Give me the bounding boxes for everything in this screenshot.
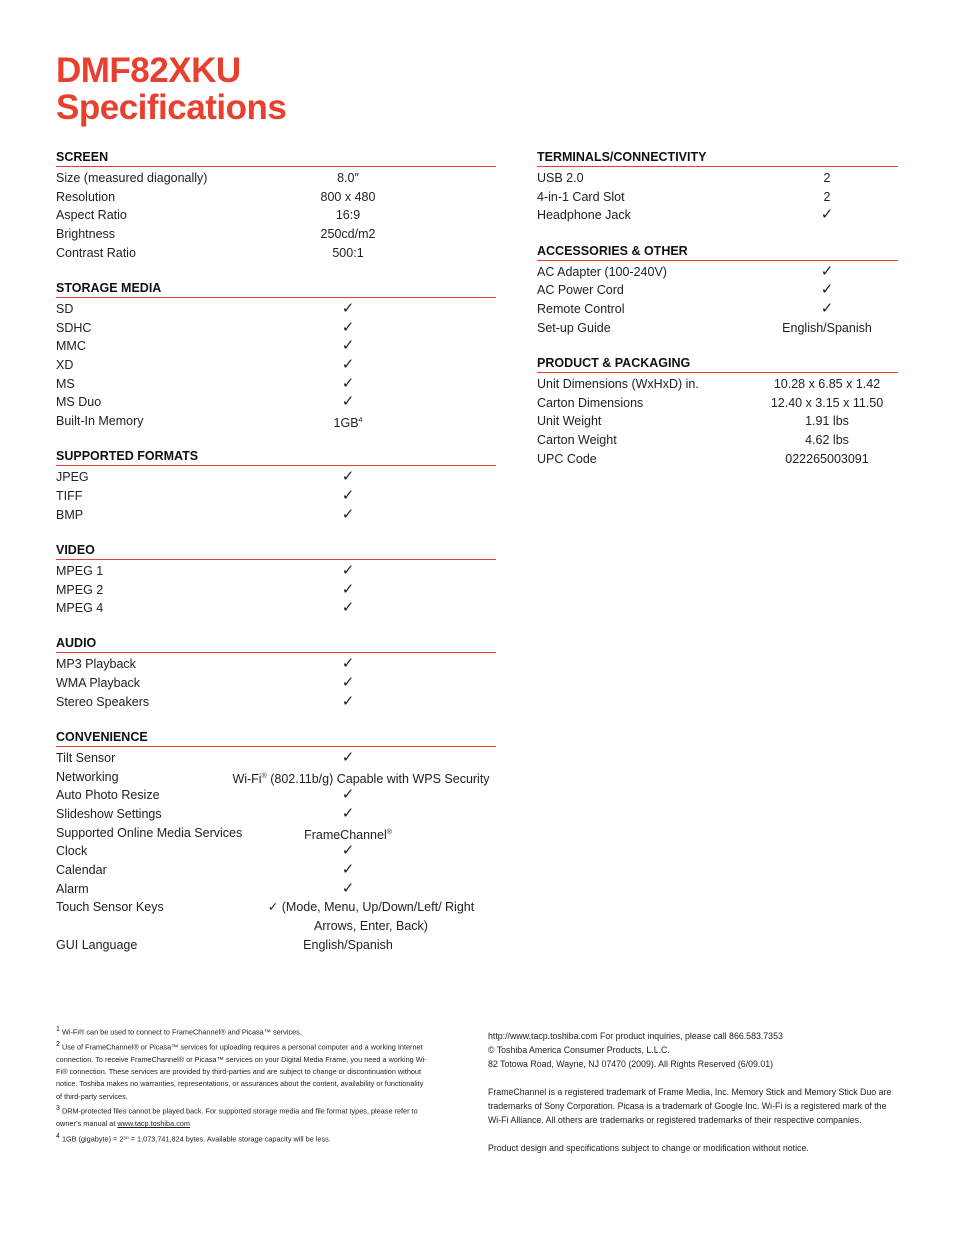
footnote-2: $^2$ Use of FrameChannel® or Picasa™ services for uploading requires a personal computer and a working Internet connection. To receive FrameChannel® or Picasa™ services on your Digital Media Frame, you need a working Wi-Fi® connection. These services are provided by third-parties and are subject to change or discontinuation without notice. Toshiba makes no warranties, representations, or assurances about the content, availability or functionality of third-party services. xyxy=(56,1040,427,1101)
spec-label: Carton Dimensions xyxy=(537,395,644,410)
footnote-4: $^4$ 1GB (gigabyte) = 2³⁰ = 1,073,741,824 bytes. Available storage capacity will be less. xyxy=(56,1132,331,1143)
spec-row-mpeg-1 xyxy=(56,562,496,581)
address-line: 82 Totowa Road, Wayne, NJ 07470 (2009). All Rights Reserved (6/09.01) xyxy=(488,1059,774,1069)
checkmark-icon: ✓ xyxy=(341,580,355,598)
section-storage-media xyxy=(56,281,496,431)
left-spec-column xyxy=(56,150,496,973)
page-title xyxy=(56,52,286,126)
spec-value: Wi-Fi® (802.11b/g) Capable with WPS Security xyxy=(232,771,490,786)
spec-label: Unit Dimensions (WxHxD) in. xyxy=(537,376,699,391)
spec-value: 4.62 lbs xyxy=(805,432,849,447)
checkmark-icon: ✓ xyxy=(341,692,355,710)
spec-value xyxy=(238,599,458,618)
spec-label: Aspect Ratio xyxy=(56,208,127,223)
checkmark-icon: ✓ xyxy=(341,655,355,673)
spec-label: TIFF xyxy=(56,488,83,503)
spec-row-carton-dimensions xyxy=(537,394,898,413)
footnote-3: $^3$ DRM-protected files cannot be played back. For supported storage media and file format types, please refer to owner’s manual at www.tacp.toshiba.com xyxy=(56,1105,418,1129)
spec-label: Brightness xyxy=(56,227,116,242)
section-convenience xyxy=(56,730,496,955)
spec-value xyxy=(238,356,458,375)
spec-row-mmc xyxy=(56,337,496,356)
spec-row-gui-language xyxy=(56,936,496,955)
spec-row-resolution xyxy=(56,188,496,207)
section-heading: VIDEO xyxy=(56,543,496,560)
spec-row-contrast-ratio xyxy=(56,244,496,263)
spec-label: JPEG xyxy=(56,470,89,485)
spec-label: 4-in-1 Card Slot xyxy=(537,189,625,204)
checkmark-icon: ✓ xyxy=(341,561,355,579)
spec-label: MP3 Playback xyxy=(56,657,136,672)
checkmark-icon: ✓ xyxy=(820,262,834,280)
checkmark-icon: ✓ xyxy=(341,599,355,617)
spec-value: 022265003091 xyxy=(785,451,869,466)
spec-label: USB 2.0 xyxy=(537,171,584,185)
spec-row-tiff xyxy=(56,487,496,506)
section-supported-formats xyxy=(56,449,496,524)
spec-label: Set-up Guide xyxy=(537,320,611,335)
manual-link[interactable]: www.tacp.toshiba.com xyxy=(117,1119,190,1129)
spec-row-supported-online-media-services xyxy=(56,824,496,843)
legal-notices xyxy=(488,1029,893,1169)
footnote-1: $^1$ Wi-Fi® can be used to connect to FrameChannel® and Picasa™ services. xyxy=(56,1026,302,1037)
spec-value xyxy=(238,300,458,319)
spec-value xyxy=(238,693,458,712)
section-heading: PRODUCT & PACKAGING xyxy=(537,356,898,373)
spec-row-size-measured-diagonally xyxy=(56,169,496,188)
spec-label: Stereo Speakers xyxy=(56,694,150,709)
spec-row-4-in-1-card-slot xyxy=(537,188,898,207)
spec-label: Contrast Ratio xyxy=(56,245,136,260)
spec-label: Resolution xyxy=(56,189,116,204)
spec-value xyxy=(238,581,458,600)
spec-row-touch-sensor-keys xyxy=(56,898,496,935)
spec-value: 16:9 xyxy=(335,208,361,223)
spec-row-ac-power-cord xyxy=(537,281,898,300)
contact-line: http://www.tacp.toshiba.com For product inquiries, please call 866.583.7353 xyxy=(488,1031,783,1041)
spec-value xyxy=(238,786,458,805)
checkmark-icon: ✓ xyxy=(820,281,834,299)
spec-label: GUI Language xyxy=(56,937,138,952)
spec-row-usb-2-0 xyxy=(537,169,898,188)
spec-value xyxy=(238,880,458,899)
spec-value: ✓ (Mode, Menu, Up/Down/Left/ Right Arrows, Enter, Back) xyxy=(267,900,475,934)
spec-label: AC Adapter (100-240V) xyxy=(537,264,667,279)
spec-value xyxy=(238,393,458,412)
disclaimer: Product design and specifications subject to change or modification without notice. xyxy=(488,1143,809,1153)
spec-value: 800 x 480 xyxy=(320,189,376,204)
spec-label: Size (measured diagonally) xyxy=(56,171,208,185)
spec-value xyxy=(238,805,458,824)
spec-label: Carton Weight xyxy=(537,432,617,447)
checkmark-icon: ✓ xyxy=(820,299,834,317)
checkmark-icon: ✓ xyxy=(341,393,355,411)
spec-row-ac-adapter-100-240v xyxy=(537,263,898,282)
spec-label: MPEG 1 xyxy=(56,563,104,578)
spec-row-upc-code xyxy=(537,450,898,469)
checkmark-icon: ✓ xyxy=(341,842,355,860)
spec-value xyxy=(737,281,917,300)
spec-row-remote-control xyxy=(537,300,898,319)
checkmark-icon: ✓ xyxy=(341,879,355,897)
spec-value: 8.0″ xyxy=(337,171,359,185)
spec-label: Touch Sensor Keys xyxy=(56,900,164,915)
spec-value xyxy=(737,300,917,319)
checkmark-icon: ✓ xyxy=(341,748,355,766)
spec-value: English/Spanish xyxy=(303,937,393,952)
spec-value: 500:1 xyxy=(332,245,364,260)
spec-value xyxy=(238,468,458,487)
section-video xyxy=(56,543,496,618)
spec-value: 2 xyxy=(823,171,831,185)
spec-row-unit-dimensions-wxhxd-in xyxy=(537,375,898,394)
spec-row-mp3-playback xyxy=(56,655,496,674)
spec-value xyxy=(238,674,458,693)
spec-row-ms xyxy=(56,375,496,394)
spec-value: 250cd/m2 xyxy=(320,227,376,242)
spec-value xyxy=(238,749,458,768)
spec-value xyxy=(238,487,458,506)
spec-value: English/Spanish xyxy=(782,320,872,335)
spec-row-jpeg xyxy=(56,468,496,487)
checkmark-icon: ✓ xyxy=(341,337,355,355)
spec-label: Remote Control xyxy=(537,301,625,316)
spec-label: SD xyxy=(56,301,74,316)
spec-label: UPC Code xyxy=(537,451,597,466)
checkmark-icon: ✓ xyxy=(820,206,834,224)
spec-value: 2 xyxy=(823,189,831,204)
spec-row-sdhc xyxy=(56,319,496,338)
section-heading: CONVENIENCE xyxy=(56,730,496,747)
contact-block xyxy=(488,1029,893,1071)
spec-label: Calendar xyxy=(56,863,107,878)
spec-value xyxy=(238,842,458,861)
spec-value xyxy=(238,655,458,674)
spec-row-mpeg-4 xyxy=(56,599,496,618)
checkmark-icon: ✓ xyxy=(341,805,355,822)
spec-value xyxy=(737,206,917,225)
spec-label: Headphone Jack xyxy=(537,208,631,223)
spec-label: Tilt Sensor xyxy=(56,750,116,765)
section-heading: SCREEN xyxy=(56,150,496,167)
spec-label: MMC xyxy=(56,339,86,354)
model-number: DMF82XKU xyxy=(56,51,241,90)
spec-row-headphone-jack xyxy=(537,206,898,225)
spec-value: 12.40 x 3.15 x 11.50 xyxy=(770,395,884,410)
spec-value xyxy=(238,337,458,356)
spec-label: Auto Photo Resize xyxy=(56,788,160,803)
spec-label: MS xyxy=(56,376,75,391)
spec-label: Networking xyxy=(56,769,119,784)
spec-value xyxy=(238,319,458,338)
spec-row-alarm xyxy=(56,880,496,899)
section-heading: SUPPORTED FORMATS xyxy=(56,449,496,466)
spec-value xyxy=(737,263,917,282)
copyright-line: © Toshiba America Consumer Products, L.L.C. xyxy=(488,1045,670,1055)
right-spec-column xyxy=(537,150,898,487)
checkmark-icon: ✓ xyxy=(341,786,355,804)
spec-value xyxy=(238,506,458,525)
checkmark-icon: ✓ xyxy=(341,861,355,879)
section-heading: STORAGE MEDIA xyxy=(56,281,496,298)
trademark-notice: FrameChannel is a registered trademark of Frame Media, Inc. Memory Stick and Memory Stick Duo are trademarks of Sony Corporation. Picasa is a trademark of Google Inc. Wi-Fi is a registered mark of the Wi-Fi Alliance. All others are trademarks or registered trademarks of their respective companies. xyxy=(488,1087,892,1125)
spec-row-unit-weight xyxy=(537,412,898,431)
spec-label: XD xyxy=(56,358,74,372)
spec-row-wma-playback xyxy=(56,674,496,693)
spec-row-slideshow-settings xyxy=(56,805,496,824)
checkmark-icon: ✓ xyxy=(341,468,355,486)
spec-label: Alarm xyxy=(56,881,89,896)
checkmark-icon: ✓ xyxy=(341,674,355,692)
checkmark-icon: ✓ xyxy=(341,318,355,336)
spec-label: AC Power Cord xyxy=(537,283,624,298)
spec-label: Unit Weight xyxy=(537,414,602,429)
checkmark-icon: ✓ xyxy=(341,299,355,317)
footnotes xyxy=(56,1024,428,1145)
spec-label: BMP xyxy=(56,507,84,522)
spec-row-calendar xyxy=(56,861,496,880)
checkmark-icon: ✓ xyxy=(341,505,355,523)
section-audio xyxy=(56,636,496,711)
section-heading: ACCESSORIES & OTHER xyxy=(537,244,898,261)
spec-value xyxy=(238,562,458,581)
spec-label: Slideshow Settings xyxy=(56,807,162,821)
checkmark-icon: ✓ xyxy=(341,374,355,392)
spec-row-aspect-ratio xyxy=(56,206,496,225)
spec-row-tilt-sensor xyxy=(56,749,496,768)
spec-value xyxy=(238,861,458,880)
spec-row-set-up-guide xyxy=(537,319,898,338)
spec-label: WMA Playback xyxy=(56,676,141,691)
spec-row-ms-duo xyxy=(56,393,496,412)
section-heading: AUDIO xyxy=(56,636,496,653)
spec-label: Clock xyxy=(56,844,88,859)
spec-value: $1GB^4$ xyxy=(333,416,363,431)
spec-row-stereo-speakers xyxy=(56,693,496,712)
section-product-packaging xyxy=(537,356,898,468)
spec-label: MPEG 2 xyxy=(56,582,104,597)
spec-label: SDHC xyxy=(56,320,92,335)
spec-value: FrameChannel® xyxy=(304,827,392,842)
title-specifications: Specifications xyxy=(56,88,287,127)
spec-row-bmp xyxy=(56,506,496,525)
spec-label: Supported Online Media Services xyxy=(56,825,243,840)
spec-row-mpeg-2 xyxy=(56,581,496,600)
spec-row-brightness xyxy=(56,225,496,244)
spec-value: 1.91 lbs xyxy=(805,414,849,429)
section-heading: TERMINALS/CONNECTIVITY xyxy=(537,150,898,167)
spec-row-auto-photo-resize xyxy=(56,786,496,805)
spec-label: MS Duo xyxy=(56,395,102,410)
checkmark-icon: ✓ xyxy=(341,486,355,504)
section-accessories-other xyxy=(537,244,898,338)
spec-label: MPEG 4 xyxy=(56,601,104,616)
spec-label: Built-In Memory xyxy=(56,414,144,429)
spec-row-built-in-memory xyxy=(56,412,496,431)
spec-row-carton-weight xyxy=(537,431,898,450)
section-screen xyxy=(56,150,496,262)
checkmark-icon: ✓ xyxy=(341,356,355,373)
spec-row-networking xyxy=(56,768,496,787)
spec-value: 10.28 x 6.85 x 1.42 xyxy=(773,376,881,391)
spec-row-xd xyxy=(56,356,496,375)
spec-row-sd xyxy=(56,300,496,319)
spec-row-clock xyxy=(56,842,496,861)
section-terminals-connectivity xyxy=(537,150,898,225)
spec-value xyxy=(238,375,458,394)
